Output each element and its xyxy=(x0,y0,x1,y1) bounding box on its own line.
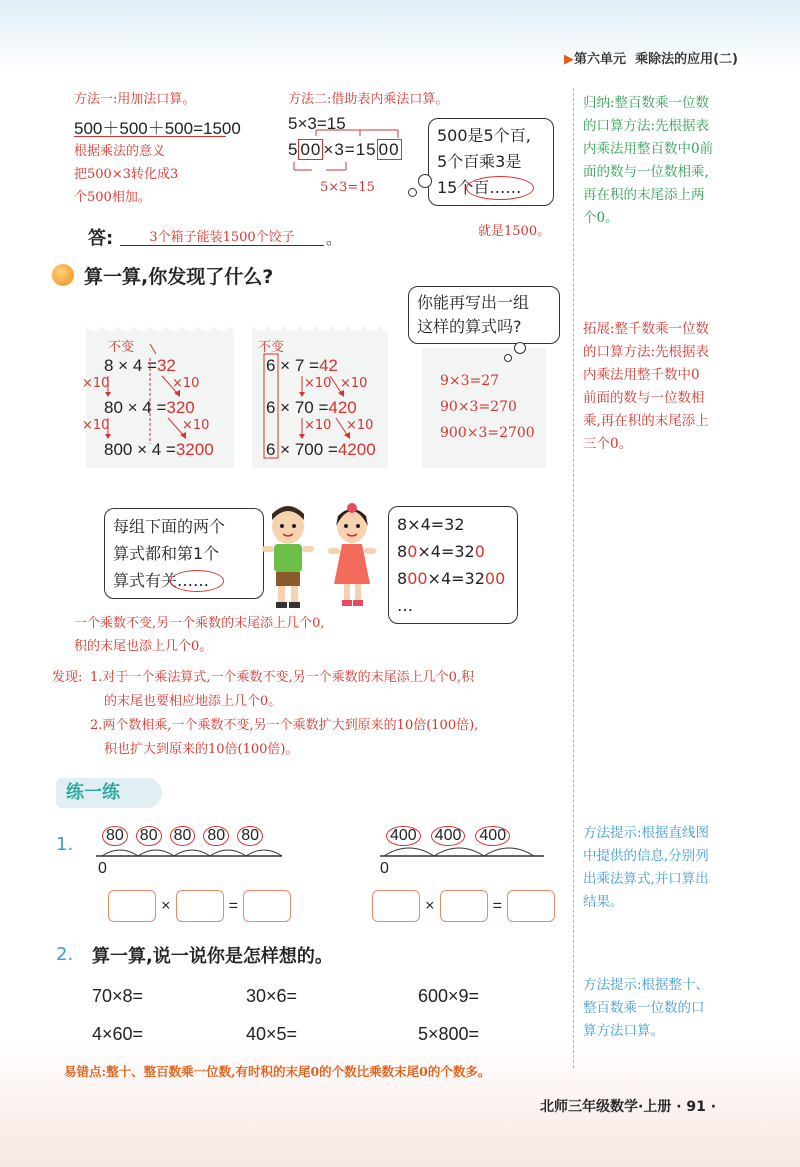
method2-eq2-part: 5 xyxy=(288,140,299,159)
orange-dot-icon xyxy=(52,264,74,286)
right-arcs xyxy=(384,848,534,856)
bubble-line: 500是5个百, xyxy=(437,126,531,145)
sidebar-line: 归纳:整百数乘一位数 xyxy=(583,95,710,111)
page-header xyxy=(564,48,738,67)
sidebar-tip2 xyxy=(583,974,768,1043)
method2-eq2-zeros: 00 xyxy=(378,140,400,159)
card1-x10: ×10 xyxy=(82,418,110,433)
sidebar-line: 面的数与一位数相乘, xyxy=(583,164,709,180)
card3-question-bubble xyxy=(408,286,560,344)
arc-label: 80 xyxy=(102,826,128,846)
card1-tag: 不变 xyxy=(108,340,135,355)
header-title: 乘除法的应用(二) xyxy=(635,52,738,67)
discover-title: 算一算,你发现了什么? xyxy=(84,266,274,288)
girl-figure xyxy=(328,503,376,606)
rule-note xyxy=(74,612,325,658)
card1-expr: 8 × 4 = xyxy=(104,356,157,375)
q2-item: 40×5= xyxy=(246,1024,298,1044)
q2-item: 4×60= xyxy=(92,1024,144,1044)
equals-sign: = xyxy=(228,897,238,915)
bubble-line: 5个百乘3是 xyxy=(437,152,522,171)
card1-expr: 80 × 4 = xyxy=(104,398,167,417)
boy-line: 算式都和第1个 xyxy=(113,544,220,563)
ellipsis-circle xyxy=(170,570,224,592)
sidebar-line: 再在积的末尾添上两 xyxy=(583,187,705,203)
q2-number: 2. xyxy=(56,944,74,965)
sidebar-divider xyxy=(573,88,574,1068)
answer-end: 。 xyxy=(326,229,343,248)
sidebar-line: 出乘法算式,并口算出 xyxy=(583,871,709,887)
sidebar-line: 个0。 xyxy=(583,210,619,226)
answer-box-left-1[interactable] xyxy=(108,890,156,922)
ellipsis-circle xyxy=(466,176,534,200)
method1-notes xyxy=(74,140,178,209)
method1-note: 根据乘法的意义 xyxy=(74,144,166,159)
boy-line: 算式有关…… xyxy=(113,571,210,590)
card1-expr: 800 × 4 = xyxy=(104,440,176,459)
question-line: 这样的算式吗? xyxy=(417,317,522,336)
method2-eq2-part: ×3=15 xyxy=(323,140,377,159)
sidebar-line: 结果。 xyxy=(583,894,624,910)
rule-line: 一个乘数不变,另一个乘数的末尾添上几个0, xyxy=(74,616,325,631)
card2-x10: ×10 xyxy=(304,418,332,433)
card1-x10: ×10 xyxy=(172,376,200,391)
sidebar-line: 前面的数与一位数相 xyxy=(583,390,705,406)
left-arcs xyxy=(102,850,282,856)
card2-x10: ×10 xyxy=(340,376,368,391)
arc-label: 400 xyxy=(475,826,510,846)
card2-tag: 不变 xyxy=(258,340,285,355)
footer-book: 北师三年级数学·上册 xyxy=(540,1099,672,1115)
card2-result: 420 xyxy=(328,398,357,417)
sidebar-line: 内乘法用整百数中0前 xyxy=(583,141,714,157)
card2-x10: ×10 xyxy=(304,376,332,391)
card2-expr: 6 × 7 = xyxy=(266,356,319,375)
q2-item: 600×9= xyxy=(418,986,480,1006)
error-note: 易错点:整十、整百数乘一位数,有时积的末尾0的个数比乘数末尾0的个数多。 xyxy=(64,1064,491,1079)
girl-line: 800×4=3200 xyxy=(397,569,506,588)
bubble-line: 15个百…… xyxy=(437,178,522,197)
question-line: 你能再写出一组 xyxy=(417,293,530,312)
footer-page: 91 xyxy=(686,1099,706,1115)
method1-note: 个500相加。 xyxy=(74,190,151,205)
sidebar-line: 算方法口算。 xyxy=(583,1023,664,1039)
girl-line: … xyxy=(397,596,413,615)
arc-label: 80 xyxy=(237,826,263,846)
sidebar-line: 方法提示:根据整十、 xyxy=(583,977,710,993)
arc-label: 80 xyxy=(170,826,196,846)
card2-expr: 6 × 700 = xyxy=(266,440,338,459)
card3-answers xyxy=(440,368,535,446)
method2-hint: 5×3=15 xyxy=(320,180,375,195)
bubble-dot xyxy=(514,342,526,354)
card1-result: 32 xyxy=(156,356,176,375)
card1-x10: ×10 xyxy=(82,376,110,391)
finding-line: 的末尾也要相应地添上几个0。 xyxy=(104,694,282,709)
bubble-dot xyxy=(418,174,432,188)
card2-arrows xyxy=(262,340,382,460)
findings xyxy=(90,666,570,762)
card1-x10: ×10 xyxy=(182,418,210,433)
times-sign: × xyxy=(425,897,435,915)
header-arrow-icon: ▶ xyxy=(564,52,575,67)
answer-box-right-1[interactable] xyxy=(372,890,420,922)
q2-item: 30×6= xyxy=(246,986,298,1006)
sidebar-line: 内乘法用整千数中0 xyxy=(583,367,700,383)
girl-bubble xyxy=(388,506,518,624)
card1-result: 320 xyxy=(166,398,195,417)
q2-item: 5×800= xyxy=(418,1024,480,1044)
q1-right-zero: 0 xyxy=(380,860,389,877)
answer-text: 3个箱子能装1500个饺子 xyxy=(120,226,324,246)
sidebar-tip1 xyxy=(583,822,768,914)
arc-label: 80 xyxy=(136,826,162,846)
method2-bubble-note: 就是1500。 xyxy=(478,224,551,239)
arc-label: 400 xyxy=(431,826,466,846)
sidebar-line: 三个0。 xyxy=(583,436,633,452)
answer-box-right-3[interactable] xyxy=(507,890,555,922)
rule-line: 积的末尾也添上几个0。 xyxy=(74,639,213,654)
finding-line: 积也扩大到原来的10倍(100倍)。 xyxy=(104,742,299,757)
header-unit: 第六单元 xyxy=(574,52,627,67)
q1-left-zero: 0 xyxy=(98,860,107,877)
times-sign: × xyxy=(161,897,171,915)
sidebar-line: 方法提示:根据直线图 xyxy=(583,825,710,841)
method1-equation: 500＋500＋500=1500 xyxy=(74,119,241,138)
method1-note: 把500×3转化成3 xyxy=(74,167,179,182)
sidebar-tuozhan xyxy=(583,318,768,456)
arc-label: 400 xyxy=(386,826,421,846)
answer-box-right-2[interactable] xyxy=(440,890,488,922)
girl-line: 8×4=32 xyxy=(397,515,465,534)
bubble-dot xyxy=(504,354,512,362)
answer-box-left-3[interactable] xyxy=(243,890,291,922)
card3-answer: 90×3=270 xyxy=(440,399,517,415)
method2-arrows xyxy=(286,126,416,186)
card1-arrows xyxy=(100,340,210,460)
method2-title: 方法二:借助表内乘法口算。 xyxy=(288,92,449,107)
sidebar-guina xyxy=(583,92,768,230)
method2-eq1: 5×3=15 xyxy=(288,114,346,133)
children-illustration xyxy=(258,500,388,610)
q2-title: 算一算,说一说你是怎样想的。 xyxy=(92,946,333,967)
q1-right-answer xyxy=(372,890,555,922)
card2-result: 42 xyxy=(318,356,338,375)
answer-label: 答: xyxy=(88,228,114,249)
card2-x10: ×10 xyxy=(346,418,374,433)
method2-eq2-zeros: 00 xyxy=(300,140,322,159)
sidebar-line: 中提供的信息,分别列 xyxy=(583,848,709,864)
bubble-dot xyxy=(408,188,417,197)
arc-label: 80 xyxy=(203,826,229,846)
sidebar-line: 乘,再在积的末尾添上 xyxy=(583,413,709,429)
method1-underline xyxy=(74,136,226,137)
sidebar-line: 拓展:整千数乘一位数 xyxy=(583,321,710,337)
sidebar-line: 的口算方法:先根据表 xyxy=(583,118,710,134)
equals-sign: = xyxy=(492,897,502,915)
method1-title: 方法一:用加法口算。 xyxy=(74,92,196,107)
q1-right-labels xyxy=(386,826,510,846)
card2-expr: 6 × 70 = xyxy=(266,398,329,417)
card3-answer: 900×3=2700 xyxy=(440,425,535,441)
q1-left-answer xyxy=(108,890,291,922)
finding-line: 2.两个数相乘,一个乘数不变,另一个乘数扩大到原来的10倍(100倍), xyxy=(90,718,479,733)
boy-figure xyxy=(262,506,314,608)
findings-label: 发现: xyxy=(52,670,83,685)
sidebar-line: 整百数乘一位数的口 xyxy=(583,1000,705,1016)
practice-title: 练一练 xyxy=(56,778,162,808)
card2-result: 4200 xyxy=(337,440,376,459)
card3-answer: 9×3=27 xyxy=(440,373,500,389)
finding-line: 1.对于一个乘法算式,一个乘数不变,另一个乘数的末尾添上几个0,积 xyxy=(90,670,475,685)
girl-line: 80×4=320 xyxy=(397,542,485,561)
answer-box-left-2[interactable] xyxy=(176,890,224,922)
q1-left-labels xyxy=(102,826,263,846)
boy-line: 每组下面的两个 xyxy=(113,517,226,536)
sidebar-line: 的口算方法:先根据表 xyxy=(583,344,710,360)
q1-number: 1. xyxy=(56,834,74,855)
card1-result: 3200 xyxy=(175,440,214,459)
q2-item: 70×8= xyxy=(92,986,144,1006)
footer: 北师三年级数学·上册 · 91 · xyxy=(540,1099,717,1115)
